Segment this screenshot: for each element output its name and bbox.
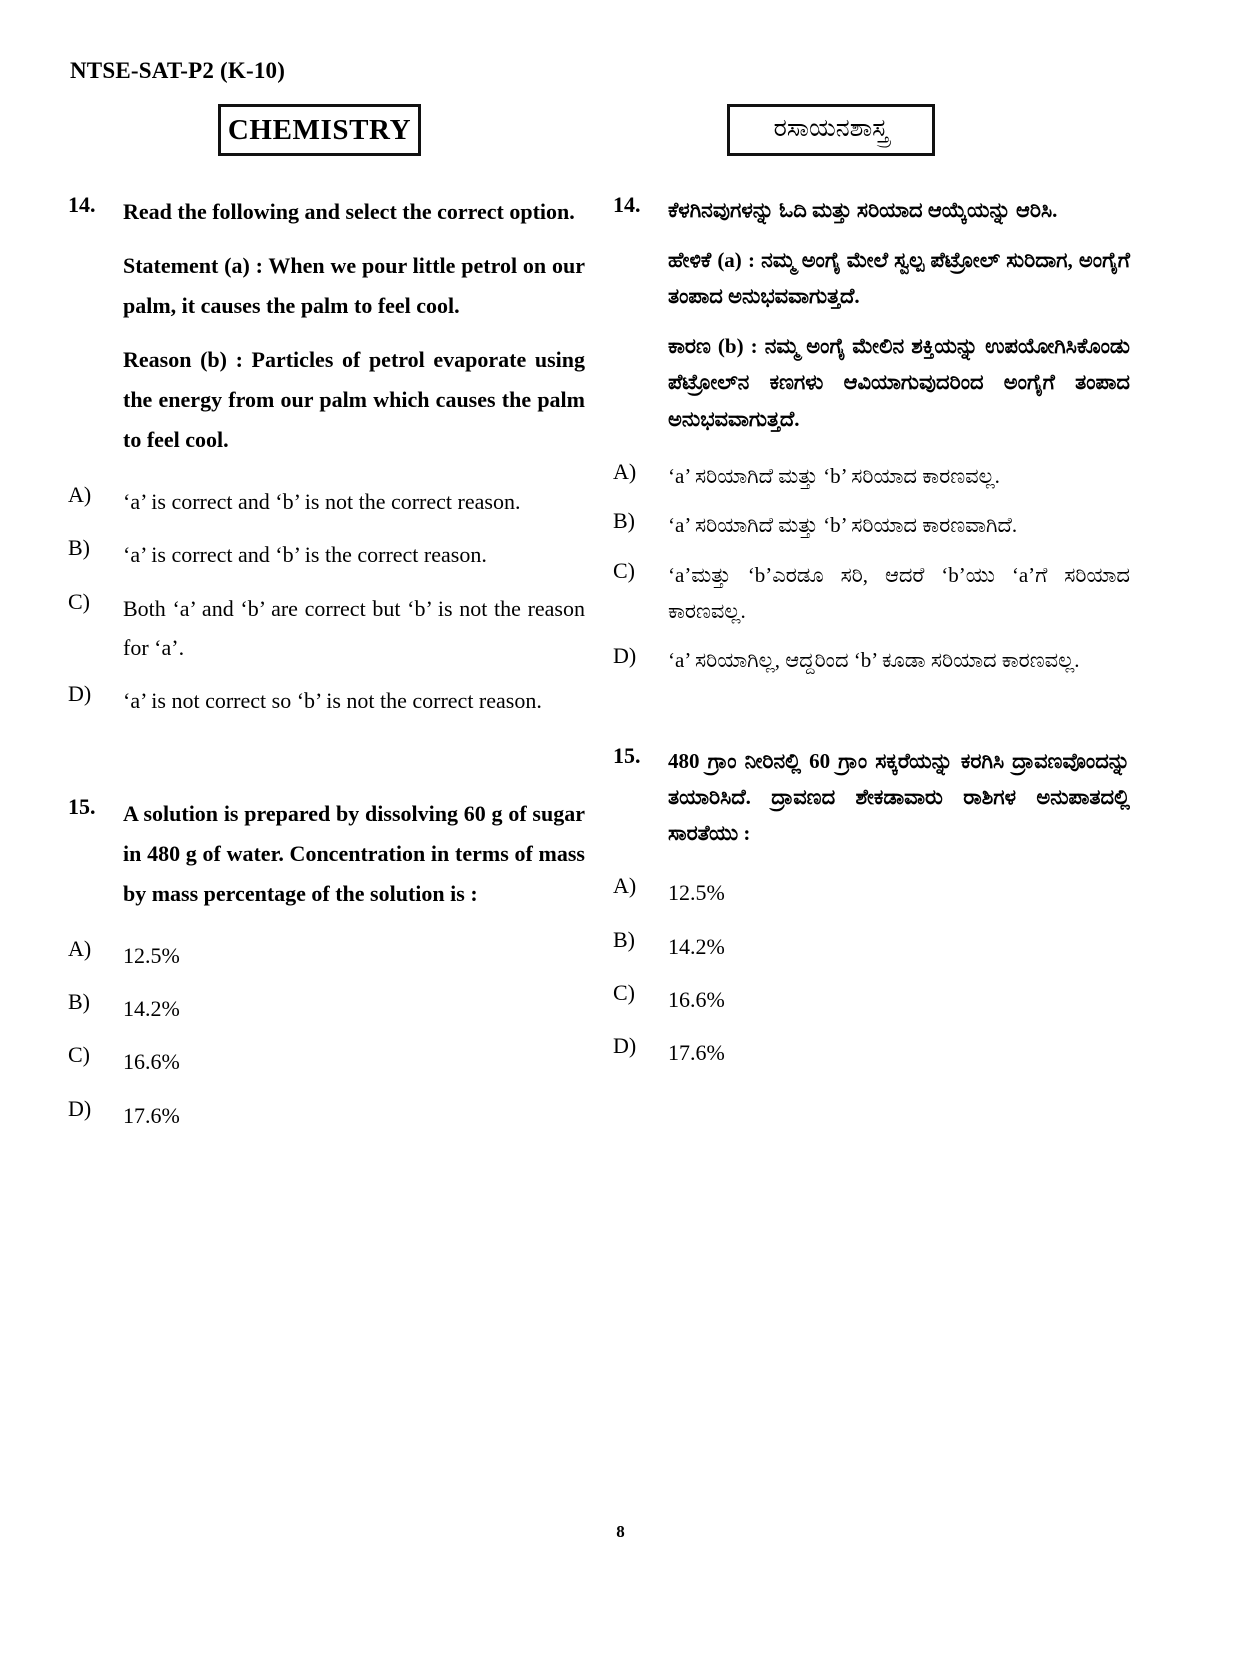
option-text: ‘a’ is correct and ‘b’ is not the correct reason. xyxy=(123,489,521,515)
reason-b: Reason (b) : Particles of petrol evaporate using the energy from our palm which causes the palm to feel cool. xyxy=(123,347,585,453)
options-list xyxy=(610,873,1130,1072)
option-key: C) xyxy=(613,979,635,1005)
option-text: ‘a’ is not correct so ‘b’ is not the correct reason. xyxy=(123,687,542,713)
question-15-kannada xyxy=(610,743,1130,1072)
option-key: D) xyxy=(613,643,637,669)
option-text: ‘a’ಮತ್ತು ‘b’ಎರಡೂ ಸರಿ, ಆದರೆ ‘b’ಯು ‘a’ಗೆ ಸರಿಯಾದ ಕಾರಣವಲ್ಲ. xyxy=(668,563,1130,623)
option-b[interactable] xyxy=(65,989,585,1028)
question-spacer xyxy=(65,720,585,794)
option-text: ‘a’ ಸರಿಯಾಗಿಲ್ಲ, ಆದ್ದರಿಂದ ‘b’ ಕೂಡಾ ಸರಿಯಾದ ಕಾರಣವಲ್ಲ. xyxy=(668,648,1080,673)
option-key: A) xyxy=(613,873,637,899)
option-text: 16.6% xyxy=(123,1049,180,1075)
option-c[interactable] xyxy=(610,980,1130,1019)
option-b[interactable] xyxy=(610,927,1130,966)
option-text: 17.6% xyxy=(123,1102,180,1128)
option-key: A) xyxy=(613,458,637,484)
option-key: D) xyxy=(68,1095,92,1121)
page-number: 8 xyxy=(616,1522,625,1541)
question-spacer xyxy=(610,679,1130,743)
option-key: D) xyxy=(68,680,92,706)
option-key: C) xyxy=(68,1042,90,1068)
statement-a: ಹೇಳಿಕೆ (a) : ನಮ್ಮ ಅಂಗೈ ಮೇಲೆ ಸ್ವಲ್ಪ ಪೆಟ್ರೋಲ್ ಸುರಿದಾಗ, ಅಂಗೈಗೆ ತಂಪಾದ ಅನುಭವವಾಗುತ್ತದೆ. xyxy=(668,248,1130,309)
question-number: 15. xyxy=(68,793,96,819)
option-key: B) xyxy=(68,535,90,561)
options-list xyxy=(610,459,1130,679)
option-text: 16.6% xyxy=(668,986,725,1012)
subject-title-kannada: ರಸಾಯನಶಾಸ್ತ್ರ xyxy=(727,104,935,156)
option-a[interactable] xyxy=(610,873,1130,912)
question-number: 14. xyxy=(613,192,641,217)
option-d[interactable] xyxy=(65,1096,585,1135)
option-b[interactable] xyxy=(65,535,585,574)
subject-header-row xyxy=(0,100,1241,158)
option-text: 12.5% xyxy=(668,880,725,906)
reason-b: ಕಾರಣ (b) : ನಮ್ಮ ಅಂಗೈ ಮೇಲಿನ ಶಕ್ತಿಯನ್ನು ಉಪಯೋಗಿಸಿಕೊಂಡು ಪೆಟ್ರೋಲ್‌ನ ಕಣಗಳು ಆವಿಯಾಗುವುದರಿಂದ ಅಂಗೈಗೆ ತಂಪಾದ ಅನುಭವವಾಗುತ್ತದೆ. xyxy=(668,334,1130,431)
option-text: ‘a’ is correct and ‘b’ is the correct reason. xyxy=(123,542,487,568)
option-c[interactable] xyxy=(65,589,585,667)
paper-code: NTSE-SAT-P2 (K-10) xyxy=(70,58,286,83)
option-b[interactable] xyxy=(610,508,1130,544)
option-key: D) xyxy=(613,1032,637,1058)
question-14-english xyxy=(65,192,585,720)
question-stem: Read the following and select the correct option. xyxy=(123,199,575,224)
options-list xyxy=(65,936,585,1135)
question-14-kannada xyxy=(610,192,1130,679)
option-text: 17.6% xyxy=(668,1039,725,1065)
statement-a: Statement (a) : When we pour little petrol on our palm, it causes the palm to feel cool. xyxy=(123,253,585,319)
option-d[interactable] xyxy=(610,643,1130,679)
question-stem: 480 ಗ್ರಾಂ ನೀರಿನಲ್ಲಿ 60 ಗ್ರಾಂ ಸಕ್ಕರೆಯನ್ನು ಕರಗಿಸಿ ದ್ರಾವಣವೊಂದನ್ನು ತಯಾರಿಸಿದೆ. ದ್ರಾವಣದ ಶೇಕಡಾವಾರು ರಾಶಿಗಳ ಅನುಪಾತದಲ್ಲಿ ಸಾರತೆಯು : xyxy=(668,749,1130,846)
option-key: B) xyxy=(613,508,635,534)
option-key: C) xyxy=(68,588,90,614)
question-stem: A solution is prepared by dissolving 60 g of sugar in 480 g of water. Concentration in terms of mass by mass percentage of the solution is : xyxy=(123,800,585,907)
option-text: ‘a’ ಸರಿಯಾಗಿದೆ ಮತ್ತು ‘b’ ಸರಿಯಾದ ಕಾರಣವಲ್ಲ. xyxy=(668,463,1000,488)
option-c[interactable] xyxy=(610,558,1130,629)
kannada-column xyxy=(610,192,1130,1072)
subject-title-english: CHEMISTRY xyxy=(218,104,421,156)
option-text: ‘a’ ಸರಿಯಾಗಿದೆ ಮತ್ತು ‘b’ ಸರಿಯಾದ ಕಾರಣವಾಗಿದೆ. xyxy=(668,513,1018,538)
option-key: A) xyxy=(68,936,92,962)
option-text: 12.5% xyxy=(123,943,180,969)
option-text: Both ‘a’ and ‘b’ are correct but ‘b’ is not the reason for ‘a’. xyxy=(123,595,585,660)
option-key: A) xyxy=(68,482,92,508)
option-key: B) xyxy=(613,926,635,952)
option-a[interactable] xyxy=(65,936,585,975)
question-number: 14. xyxy=(68,192,96,217)
question-stem: ಕೆಳಗಿನವುಗಳನ್ನು ಓದಿ ಮತ್ತು ಸರಿಯಾದ ಆಯ್ಕೆಯನ್ನು ಆರಿಸಿ. xyxy=(668,198,1058,222)
option-c[interactable] xyxy=(65,1042,585,1081)
option-key: C) xyxy=(613,558,635,584)
english-column xyxy=(65,192,585,1135)
option-text: 14.2% xyxy=(668,933,725,959)
option-text: 14.2% xyxy=(123,996,180,1022)
options-list xyxy=(65,482,585,720)
option-d[interactable] xyxy=(610,1033,1130,1072)
option-d[interactable] xyxy=(65,681,585,720)
option-a[interactable] xyxy=(65,482,585,521)
question-number: 15. xyxy=(613,743,641,769)
option-a[interactable] xyxy=(610,459,1130,495)
question-15-english xyxy=(65,794,585,1135)
option-key: B) xyxy=(68,989,90,1015)
